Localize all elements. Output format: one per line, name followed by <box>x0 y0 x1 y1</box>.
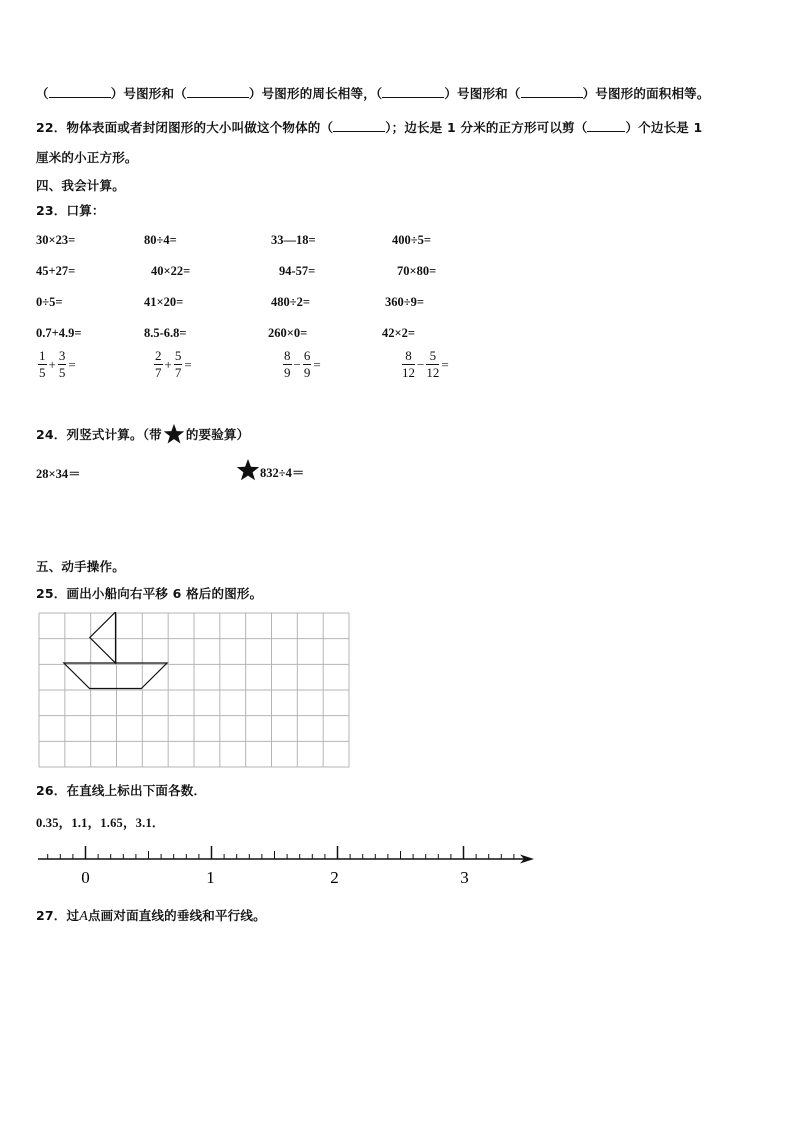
calc-r1-c1: 30×23= <box>36 233 76 247</box>
q24-problem-1: 28×34＝ <box>36 467 81 481</box>
q23-title: 23．口算： <box>36 203 105 218</box>
star-icon <box>163 423 185 445</box>
calc-r1-c4: 400÷5= <box>392 233 431 247</box>
number-line-label-1: 1 <box>206 868 215 887</box>
section-4-title: 四、我会计算。 <box>36 178 125 193</box>
q25-title: 25．画出小船向右平移 6 格后的图形。 <box>36 586 263 601</box>
fraction-expr-4: $\frac{8}{12}$ − $\frac{5}{12}$ = <box>402 348 449 380</box>
q27-rest: 点画对面直线的垂线和平行线。 <box>87 908 266 923</box>
q24-title <box>36 423 249 445</box>
boat-hull <box>64 663 167 689</box>
answer-blank-4[interactable] <box>521 86 583 98</box>
fraction: $\frac{2}{7}$ <box>155 348 162 380</box>
q22-line-1 <box>36 118 702 136</box>
calc-r3-c3: 480÷2= <box>271 295 310 309</box>
q26-title: 26．在直线上标出下面各数． <box>36 783 207 798</box>
calc-r1-c2: 80÷4= <box>144 233 177 247</box>
q21-text-5: ）号图形的面积相等。 <box>582 86 710 101</box>
q24-problem-2-wrap <box>236 458 304 482</box>
number-line-label-0: 0 <box>81 868 90 887</box>
star-icon <box>236 458 260 482</box>
answer-blank-5[interactable] <box>333 120 385 132</box>
number-line-label-2: 2 <box>330 868 339 887</box>
section-5-title: 五、动手操作。 <box>36 559 125 574</box>
q24-title-a: 24．列竖式计算。（带 <box>36 427 162 442</box>
answer-blank-3[interactable] <box>382 86 444 98</box>
calc-r3-c2: 41×20= <box>144 295 184 309</box>
q22-text-1: 22．物体表面或者封闭图形的大小叫做这个物体的（ <box>36 120 334 135</box>
fraction: $\frac{6}{9}$ <box>303 348 311 380</box>
q21-text-4: ）号图形和（ <box>444 86 521 101</box>
fraction: $\frac{8}{9}$ <box>284 348 291 380</box>
q26-numbers: 0.35，1.1，1.65，3.1． <box>36 816 165 830</box>
calc-r1-c3: 33—18= <box>271 233 316 247</box>
fraction-expr-2: $\frac{2}{7}$ + $\frac{5}{7}$ = <box>155 348 192 380</box>
calc-r4-c4: 42×2= <box>382 326 415 340</box>
q22-text-2: ）；边长是 1 分米的正方形可以剪（ <box>385 120 588 135</box>
fraction: $\frac{3}{5}$ <box>58 348 66 380</box>
fraction: $\frac{5}{12}$ <box>426 348 440 380</box>
fraction: $\frac{5}{7}$ <box>174 348 182 380</box>
q22-text-3: ）个边长是 1 <box>625 120 703 135</box>
calc-r2-c2: 40×22= <box>151 264 191 278</box>
calc-r3-c4: 360÷9= <box>385 295 424 309</box>
fraction: $\frac{1}{5}$ <box>39 348 46 380</box>
q21-text-2: ）号图形和（ <box>110 86 187 101</box>
boat-sail <box>90 612 116 663</box>
calc-r4-c1: 0.7+4.9= <box>36 326 82 340</box>
answer-blank-6[interactable] <box>587 120 625 132</box>
calc-r3-c1: 0÷5= <box>36 295 63 309</box>
q24-title-b: 的要验算） <box>185 427 250 442</box>
number-line-label-3: 3 <box>460 868 469 887</box>
boat-grid <box>38 612 350 769</box>
answer-blank-1[interactable] <box>49 86 111 98</box>
q22-line-2: 厘米的小正方形。 <box>36 150 138 165</box>
calc-r2-c3: 94-57= <box>279 264 316 278</box>
q27-num: 27．过 <box>36 908 80 923</box>
fraction-expr-1: $\frac{1}{5}$ + $\frac{3}{5}$ = <box>39 348 76 380</box>
q21-tail-line <box>36 84 710 102</box>
boat-shape <box>64 612 167 689</box>
fraction-expr-3: $\frac{8}{9}$ − $\frac{6}{9}$ = <box>284 348 321 380</box>
calc-r4-c2: 8.5-6.8= <box>144 326 187 340</box>
q21-text-3: ）号图形的周长相等，（ <box>248 86 383 101</box>
q24-problem-2: 832÷4＝ <box>260 466 305 480</box>
q21-text-1: （ <box>36 86 49 101</box>
answer-blank-2[interactable] <box>187 86 249 98</box>
q27-title <box>36 906 266 925</box>
number-line[interactable] <box>36 843 536 887</box>
fraction: $\frac{8}{12}$ <box>402 348 415 380</box>
calc-r2-c4: 70×80= <box>397 264 437 278</box>
calc-r4-c3: 260×0= <box>268 326 308 340</box>
point-a-label: A <box>79 909 88 924</box>
calc-r2-c1: 45+27= <box>36 264 76 278</box>
